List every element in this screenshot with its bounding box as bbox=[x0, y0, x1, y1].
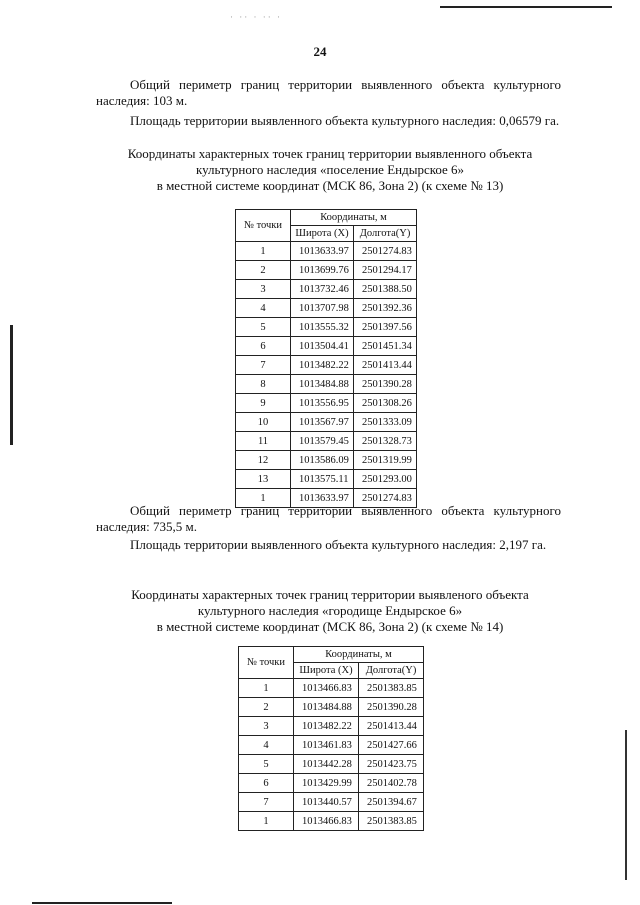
heading-line: культурного наследия «поселение Ендырское 6» bbox=[195, 162, 465, 177]
area-text-lead: Площадь территории выявленного объекта культурного наследия: bbox=[130, 113, 497, 128]
col-header-lat: Широта (X) bbox=[294, 663, 359, 679]
table-row: 5 1013555.32 2501397.56 bbox=[236, 318, 417, 337]
area-paragraph-2 bbox=[96, 537, 561, 553]
scan-margin-mark bbox=[10, 325, 13, 445]
perimeter-text-tail: культурного наследия: 103 м. bbox=[96, 77, 561, 108]
scan-edge-line bbox=[440, 6, 612, 8]
perimeter-text-lead: Общий периметр границ территории выявленного объекта bbox=[130, 503, 485, 518]
scan-artifact: · ·· · ·· · bbox=[230, 12, 282, 22]
table-row: 2 1013699.76 2501294.17 bbox=[236, 261, 417, 280]
table-row: 13 1013575.11 2501293.00 bbox=[236, 470, 417, 489]
table-row: 9 1013556.95 2501308.26 bbox=[236, 394, 417, 413]
col-header-point: № точки bbox=[236, 210, 291, 242]
table-row: 11 1013579.45 2501328.73 bbox=[236, 432, 417, 451]
area-paragraph-1 bbox=[96, 113, 561, 129]
col-header-lon: Долгота(Y) bbox=[359, 663, 424, 679]
scan-margin-mark bbox=[625, 730, 627, 880]
table-row: 3 1013732.46 2501388.50 bbox=[236, 280, 417, 299]
table-row: 5 1013442.28 2501423.75 bbox=[239, 755, 424, 774]
heading-line: в местной системе координат (МСК 86, Зона 2) (к схеме № 14) bbox=[156, 619, 504, 634]
heading-line: Координаты характерных точек границ территории выявленного объекта bbox=[127, 146, 533, 161]
table-row: 4 1013461.83 2501427.66 bbox=[239, 736, 424, 755]
coordinates-table-2 bbox=[238, 646, 424, 831]
perimeter-paragraph-2 bbox=[96, 503, 561, 535]
table-heading-1 bbox=[80, 146, 580, 194]
heading-line: в местной системе координат (МСК 86, Зона 2) (к схеме № 13) bbox=[156, 178, 504, 193]
table-row: 7 1013482.22 2501413.44 bbox=[236, 356, 417, 375]
perimeter-paragraph-1 bbox=[96, 77, 561, 109]
table-row: 1 1013633.97 2501274.83 bbox=[236, 242, 417, 261]
table-row: 1 1013633.97 2501274.83 bbox=[236, 489, 417, 508]
table-row: 4 1013707.98 2501392.36 bbox=[236, 299, 417, 318]
table-row: 3 1013482.22 2501413.44 bbox=[239, 717, 424, 736]
table-row: 8 1013484.88 2501390.28 bbox=[236, 375, 417, 394]
area-text-tail: 2,197 га. bbox=[499, 537, 547, 552]
table-row: 6 1013429.99 2501402.78 bbox=[239, 774, 424, 793]
area-text-tail: 0,06579 га. bbox=[499, 113, 560, 128]
table-row: 12 1013586.09 2501319.99 bbox=[236, 451, 417, 470]
perimeter-text-lead: Общий периметр границ территории выявленного объекта bbox=[130, 77, 485, 92]
col-header-coords: Координаты, м bbox=[291, 210, 417, 226]
table-row: 2 1013484.88 2501390.28 bbox=[239, 698, 424, 717]
area-text-lead: Площадь территории выявленного объекта культурного наследия: bbox=[130, 537, 497, 552]
table-heading-2 bbox=[80, 587, 580, 635]
perimeter-text-tail: культурного наследия: 735,5 м. bbox=[96, 503, 561, 534]
col-header-lon: Долгота(Y) bbox=[354, 226, 417, 242]
table-row: 1 1013466.83 2501383.85 bbox=[239, 679, 424, 698]
page-number: 24 bbox=[313, 44, 327, 59]
col-header-coords: Координаты, м bbox=[294, 647, 424, 663]
heading-line: культурного наследия «городище Ендырское 6» bbox=[197, 603, 463, 618]
table-row: 10 1013567.97 2501333.09 bbox=[236, 413, 417, 432]
col-header-lat: Широта (X) bbox=[291, 226, 354, 242]
heading-line: Координаты характерных точек границ территории выявленого объекта bbox=[131, 587, 529, 602]
coordinates-table-1 bbox=[235, 209, 417, 508]
col-header-point: № точки bbox=[239, 647, 294, 679]
scan-edge-line bbox=[32, 902, 172, 904]
table-row: 6 1013504.41 2501451.34 bbox=[236, 337, 417, 356]
table-row: 7 1013440.57 2501394.67 bbox=[239, 793, 424, 812]
table-row: 1 1013466.83 2501383.85 bbox=[239, 812, 424, 831]
